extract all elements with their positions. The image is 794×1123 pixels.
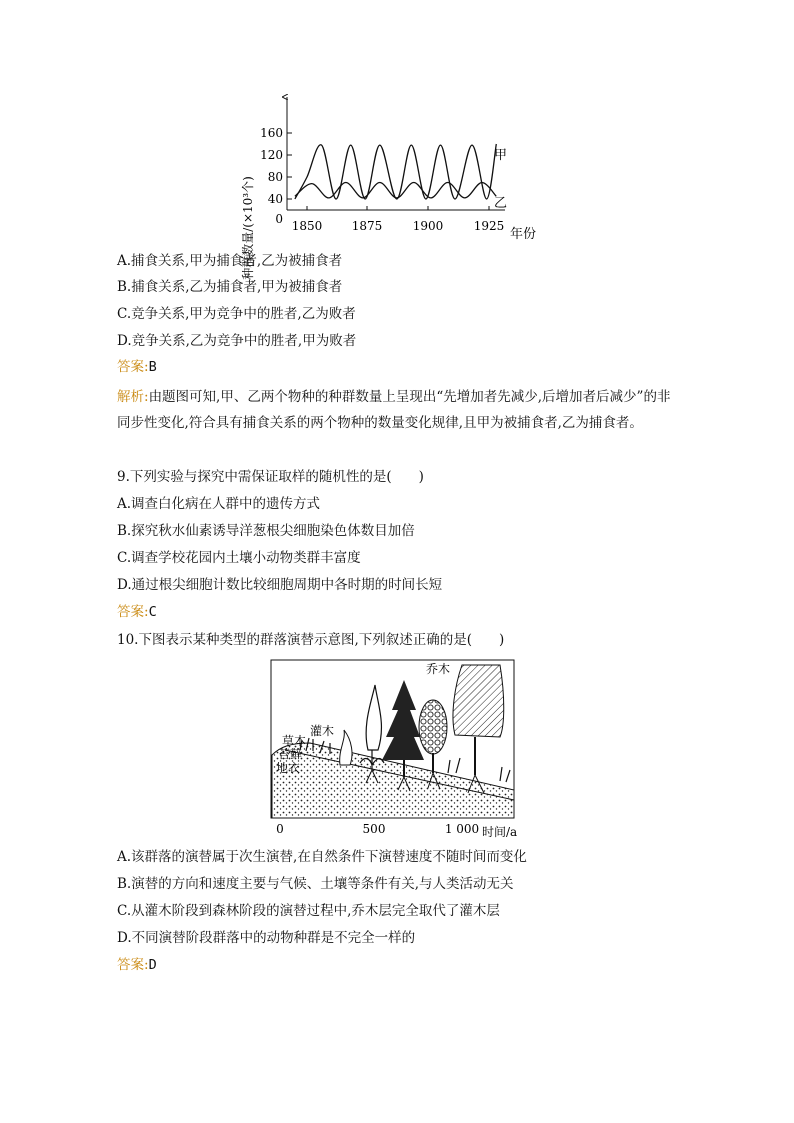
xtick-1925: 1925	[473, 219, 505, 233]
q8-option-d: D.竞争关系,乙为竞争中的胜者,甲为败者	[117, 333, 357, 349]
q10-answer-value: D	[148, 957, 157, 973]
xtick-1850: 1850	[291, 219, 323, 233]
q8-option-c: C.竞争关系,甲为竞争中的胜者,乙为败者	[117, 306, 356, 322]
ytick-40: 40	[267, 192, 283, 206]
q9-option-a: A.调查白化病在人群中的遗传方式	[117, 496, 321, 512]
label-shrub: 灌木	[310, 724, 335, 738]
q8-explanation-text: 由题图可知,甲、乙两个物种的种群数量上呈现出“先增加者先减少,后增加者后减少”的非同步性变化,符合具有捕食关系的两个物种的数量变化规律,且甲为被捕食者,乙为捕食者。	[117, 389, 671, 431]
label-moss: 苔藓	[278, 747, 303, 761]
q10-answer-label: 答案:	[117, 957, 149, 973]
ytick-80: 80	[267, 170, 283, 184]
series-label-yi: 乙	[494, 196, 508, 211]
xtick-1900: 1900	[412, 219, 444, 233]
q8-answer-value: B	[148, 359, 157, 375]
chart-xticks	[292, 206, 536, 242]
series-label-jia: 甲	[494, 148, 508, 163]
xtick-1000: 1 000	[444, 822, 480, 836]
ytick-120: 120	[260, 148, 283, 162]
q8-explanation-label: 解析:	[117, 389, 149, 405]
q9-answer	[117, 602, 157, 622]
q8-answer	[117, 357, 157, 377]
succession-diagram	[0, 655, 794, 845]
q9-option-c: C.调查学校花园内土壤小动物类群丰富度	[117, 550, 361, 566]
q10-option-d: D.不同演替阶段群落中的动物种群是不完全一样的	[117, 930, 416, 946]
q9-answer-label: 答案:	[117, 604, 149, 620]
xtick-500: 500	[362, 822, 386, 836]
xtick-1875: 1875	[351, 219, 383, 233]
ytick-0: 0	[275, 212, 283, 226]
q9-stem: 9.下列实验与探究中需保证取样的随机性的是( )	[117, 469, 424, 485]
q9-option-d: D.通过根尖细胞计数比较细胞周期中各时期的时间长短	[117, 577, 443, 593]
q10-answer	[117, 955, 157, 975]
q8-option-a: A.捕食关系,甲为捕食者,乙为被捕食者	[117, 253, 343, 269]
q10-option-c: C.从灌木阶段到森林阶段的演替过程中,乔木层完全取代了灌木层	[117, 903, 500, 919]
tree-tall	[453, 665, 504, 737]
q8-answer-label: 答案:	[117, 359, 149, 375]
population-chart	[0, 85, 794, 335]
label-herb: 草本	[282, 734, 307, 748]
xtick-0: 0	[276, 822, 284, 836]
q8-option-b: B.捕食关系,乙为捕食者,甲为被捕食者	[117, 279, 343, 295]
tree-round	[419, 700, 447, 754]
chart-xunit: 年份	[510, 227, 537, 242]
q10-option-a: A.该群落的演替属于次生演替,在自然条件下演替速度不随时间而变化	[117, 849, 527, 865]
q8-explanation	[117, 384, 682, 436]
diagram-xunit: 时间/a	[482, 825, 518, 839]
ytick-160: 160	[260, 126, 283, 140]
q9-option-b: B.探究秋水仙素诱导洋葱根尖细胞染色体数目加倍	[117, 523, 415, 539]
q10-option-b: B.演替的方向和速度主要与气候、土壤等条件有关,与人类活动无关	[117, 876, 514, 892]
chart-ylabel: 种群数量/(×10³个)	[241, 176, 255, 280]
label-tree: 乔木	[426, 662, 451, 676]
q9-answer-value: C	[148, 604, 157, 620]
label-lichen: 地衣	[276, 761, 301, 775]
chart-series	[295, 144, 496, 199]
q10-stem: 10.下图表示某种类型的群落演替示意图,下列叙述正确的是( )	[117, 632, 505, 648]
series-line-1	[295, 182, 496, 197]
series-line-0	[295, 144, 496, 199]
